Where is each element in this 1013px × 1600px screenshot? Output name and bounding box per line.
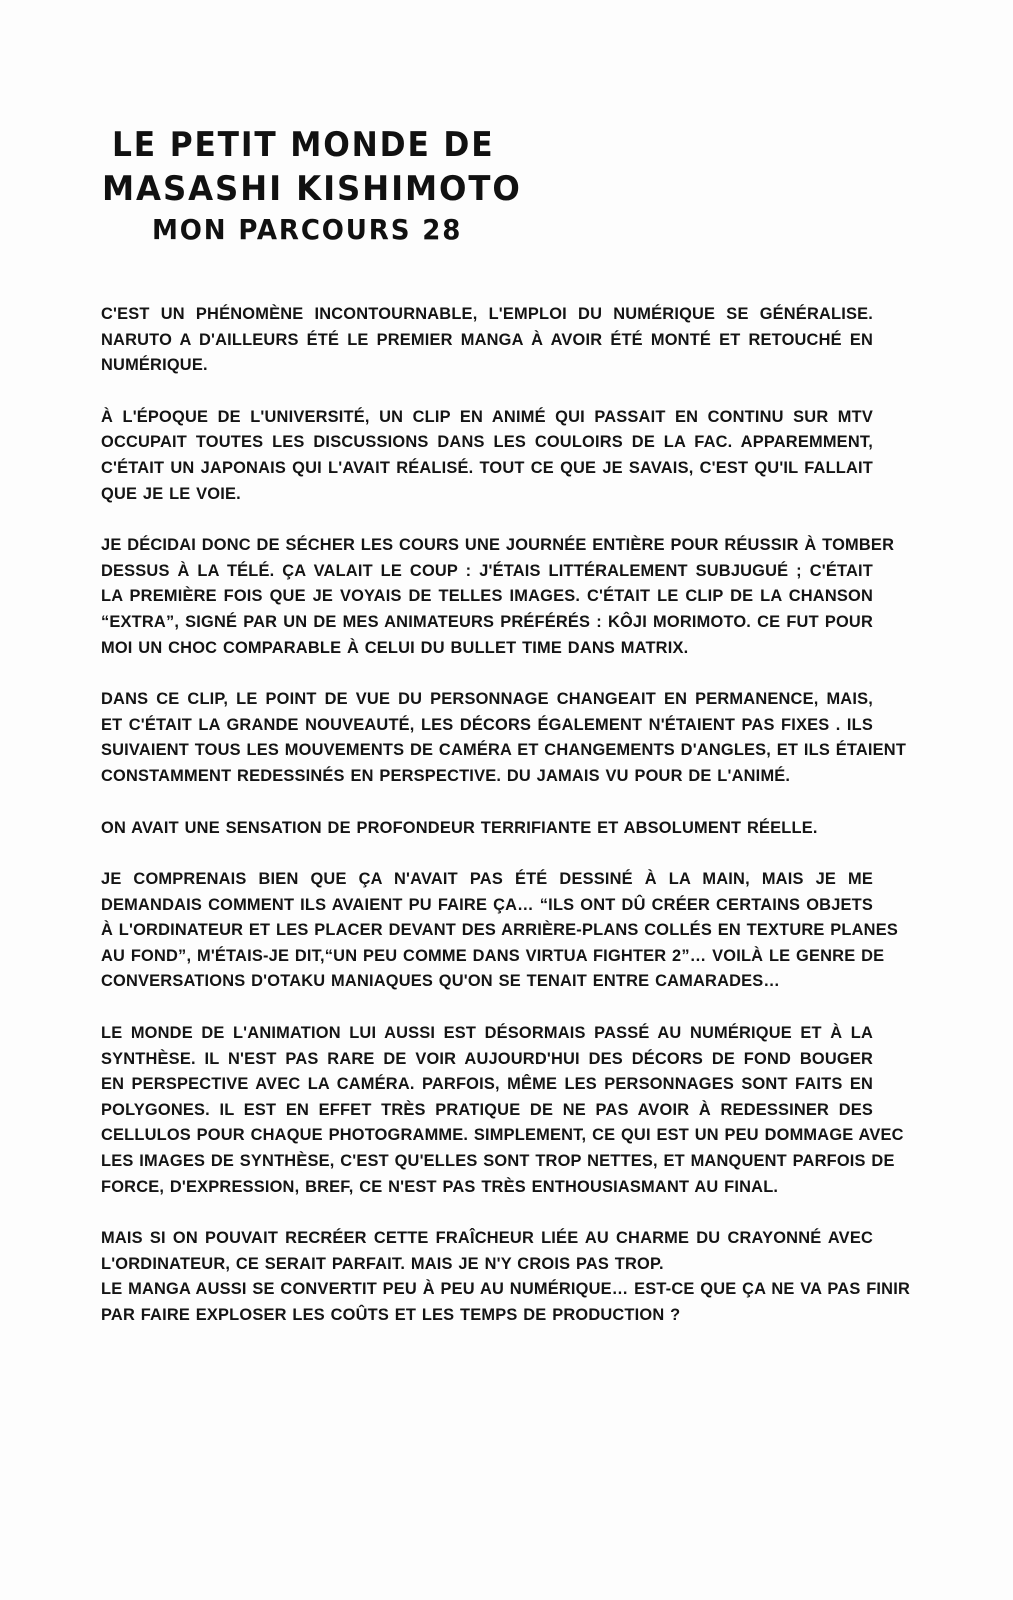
text-line: “EXTRA”, SIGNÉ PAR UN DE MES ANIMATEURS PRÉFÉRÉS : KÔJI MORIMOTO. CE FUT POUR: [101, 612, 873, 631]
text-line: PAR FAIRE EXPLOSER LES COÛTS ET LES TEMPS DE PRODUCTION ?: [101, 1306, 681, 1324]
text-line: JE DÉCIDAI DONC DE SÉCHER LES COURS UNE JOURNÉE ENTIÈRE POUR RÉUSSIR À TOMBER: [101, 536, 895, 555]
text-line: QUE JE LE VOIE.: [101, 484, 241, 503]
text-line: À L'ÉPOQUE DE L'UNIVERSITÉ, UN CLIP EN ANIMÉ QUI PASSAIT EN CONTINU SUR MTV: [101, 407, 873, 426]
title-line-1: LE PETIT MONDE DE: [112, 125, 495, 165]
text-line: SUIVAIENT TOUS LES MOUVEMENTS DE CAMÉRA ET CHANGEMENTS D'ANGLES, ET ILS ÉTAIENT: [101, 741, 907, 760]
text-line: LE MANGA AUSSI SE CONVERTIT PEU À PEU AU NUMÉRIQUE… EST-CE QUE ÇA NE VA PAS FINIR: [101, 1280, 910, 1299]
text-line: OCCUPAIT TOUTES LES DISCUSSIONS DANS LES COULOIRS DE LA FAC. APPAREMMENT,: [101, 433, 873, 452]
paragraph-6: [101, 867, 898, 995]
text-line: FORCE, D'EXPRESSION, BREF, CE N'EST PAS TRÈS ENTHOUSIASMANT AU FINAL.: [101, 1177, 779, 1196]
text-line: CONVERSATIONS D'OTAKU MANIAQUES QU'ON SE TENAIT ENTRE CAMARADES…: [101, 972, 780, 991]
text-line: C'ÉTAIT UN JAPONAIS QUI L'AVAIT RÉALISÉ. TOUT CE QUE JE SAVAIS, C'EST QU'IL FALLAIT: [101, 458, 873, 477]
text-line: CONSTAMMENT REDESSINÉS EN PERSPECTIVE. DU JAMAIS VU POUR DE L'ANIMÉ.: [101, 766, 791, 785]
text-line: JE COMPRENAIS BIEN QUE ÇA N'AVAIT PAS ÉTÉ DESSINÉ À LA MAIN, MAIS JE ME: [101, 870, 873, 889]
paragraph-8: [101, 1226, 910, 1328]
paragraph-4: [101, 687, 907, 789]
article-body: [101, 302, 910, 1355]
subtitle: MON PARCOURS 28: [152, 213, 463, 246]
text-line: AU FOND”, M'ÉTAIS-JE DIT,“UN PEU COMME DANS VIRTUA FIGHTER 2”… VOILÀ LE GENRE DE: [101, 946, 885, 965]
text-line: LE MONDE DE L'ANIMATION LUI AUSSI EST DÉSORMAIS PASSÉ AU NUMÉRIQUE ET À LA: [101, 1024, 873, 1043]
text-line: DESSUS À LA TÉLÉ. ÇA VALAIT LE COUP : J'ÉTAIS LITTÉRALEMENT SUBJUGUÉ ; C'ÉTAIT: [101, 561, 873, 580]
title-line-2: MASASHI KISHIMOTO: [102, 169, 522, 209]
paragraph-2: [101, 405, 873, 507]
text-line: MAIS SI ON POUVAIT RECRÉER CETTE FRAÎCHEUR LIÉE AU CHARME DU CRAYONNÉ AVEC: [101, 1229, 873, 1248]
paragraph-1: [101, 302, 873, 379]
text-line: DEMANDAIS COMMENT ILS AVAIENT PU FAIRE ÇA… “ILS ONT DÛ CRÉER CERTAINS OBJETS: [101, 895, 873, 914]
text-line: ET C'ÉTAIT LA GRANDE NOUVEAUTÉ, LES DÉCORS ÉGALEMENT N'ÉTAIENT PAS FIXES . ILS: [101, 715, 873, 734]
paragraph-7: [101, 1021, 904, 1200]
text-line: DANS CE CLIP, LE POINT DE VUE DU PERSONNAGE CHANGEAIT EN PERMANENCE, MAIS,: [101, 690, 873, 709]
text-line: NARUTO A D'AILLEURS ÉTÉ LE PREMIER MANGA À AVOIR ÉTÉ MONTÉ ET RETOUCHÉ EN: [101, 330, 873, 349]
text-line: EN PERSPECTIVE AVEC LA CAMÉRA. PARFOIS, MÊME LES PERSONNAGES SONT FAITS EN: [101, 1075, 873, 1094]
paragraph-5: [101, 816, 873, 842]
text-line: LES IMAGES DE SYNTHÈSE, C'EST QU'ELLES SONT TROP NETTES, ET MANQUENT PARFOIS DE: [101, 1152, 895, 1171]
text-line: MOI UN CHOC COMPARABLE À CELUI DU BULLET TIME DANS MATRIX.: [101, 638, 689, 657]
text-line: ON AVAIT UNE SENSATION DE PROFONDEUR TERRIFIANTE ET ABSOLUMENT RÉELLE.: [101, 818, 818, 837]
paragraph-3: [101, 533, 895, 661]
text-line: L'ORDINATEUR, CE SERAIT PARFAIT. MAIS JE N'Y CROIS PAS TROP.: [101, 1254, 664, 1273]
text-line: SYNTHÈSE. IL N'EST PAS RARE DE VOIR AUJOURD'HUI DES DÉCORS DE FOND BOUGER: [101, 1049, 873, 1068]
text-line: C'EST UN PHÉNOMÈNE INCONTOURNABLE, L'EMPLOI DU NUMÉRIQUE SE GÉNÉRALISE.: [101, 305, 873, 323]
text-line: NUMÉRIQUE.: [101, 356, 208, 375]
text-line: POLYGONES. IL EST EN EFFET TRÈS PRATIQUE DE NE PAS AVOIR À REDESSINER DES: [101, 1100, 873, 1119]
text-line: À L'ORDINATEUR ET LES PLACER DEVANT DES ARRIÈRE-PLANS COLLÉS EN TEXTURE PLANES: [101, 921, 898, 940]
text-line: CELLULOS POUR CHAQUE PHOTOGRAMME. SIMPLEMENT, CE QUI EST UN PEU DOMMAGE AVEC: [101, 1126, 904, 1145]
text-line: LA PREMIÈRE FOIS QUE JE VOYAIS DE TELLES IMAGES. C'ÉTAIT LE CLIP DE LA CHANSON: [101, 587, 873, 606]
